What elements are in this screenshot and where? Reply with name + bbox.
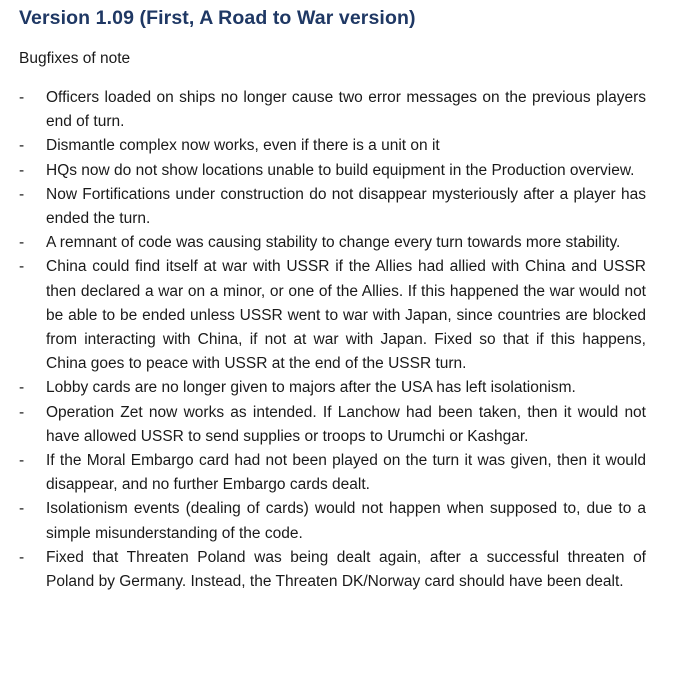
dash-bullet: - xyxy=(19,137,25,155)
dash-bullet: - xyxy=(19,234,25,252)
list-item xyxy=(19,497,646,545)
dash-bullet: - xyxy=(19,548,25,566)
section-subtitle: Bugfixes of note xyxy=(19,50,131,67)
list-item-text: Dismantle complex now works, even if there is a unit on it xyxy=(46,137,440,155)
list-item xyxy=(19,401,646,449)
list-item-text: Now Fortifications under construction do not disappear mysteriously after a player has ended the turn. xyxy=(46,185,646,228)
list-item xyxy=(19,231,646,255)
list-item xyxy=(19,376,646,400)
list-item-text: Officers loaded on ships no longer cause two error messages on the previous players end of turn. xyxy=(46,89,646,131)
list-item xyxy=(19,546,646,594)
list-item-text: Fixed that Threaten Poland was being dealt again, after a successful threaten of Poland by Germany. Instead, the Threaten DK/Norway card should have been dealt. xyxy=(46,548,646,591)
list-item xyxy=(19,134,646,158)
bugfix-list xyxy=(19,86,646,594)
list-item-text: Isolationism events (dealing of cards) would not happen when supposed to, due to a simple misunderstanding of the code. xyxy=(46,500,646,542)
list-item-text: A remnant of code was causing stability to change every turn towards more stability. xyxy=(46,234,621,252)
dash-bullet: - xyxy=(19,452,25,470)
list-item xyxy=(19,159,646,183)
list-item-text: If the Moral Embargo card had not been played on the turn it was given, then it would disappear, and no further Embargo cards dealt. xyxy=(46,452,646,494)
list-item xyxy=(19,255,646,376)
list-item-text: HQs now do not show locations unable to build equipment in the Production overview. xyxy=(46,161,635,179)
version-heading: Version 1.09 (First, A Road to War version) xyxy=(19,7,416,29)
dash-bullet: - xyxy=(19,379,25,397)
list-item-text: Lobby cards are no longer given to majors after the USA has left isolationism. xyxy=(46,379,576,397)
list-item-text: Operation Zet now works as intended. If Lanchow had been taken, then it would not have allowed USSR to send supplies or troops to Urumchi or Kashgar. xyxy=(46,403,646,445)
dash-bullet: - xyxy=(19,89,25,106)
dash-bullet: - xyxy=(19,258,25,276)
dash-bullet: - xyxy=(19,161,25,179)
list-item-text: China could find itself at war with USSR if the Allies had allied with China and USSR then declared a war on a minor, or one of the Allies. If this happened the war would not be able to be ended unless USSR went to war with Japan, since countries are blocked from interacting with China, if not at war with Japan. Fixed so that if this happens, China goes to peace with USSR at the end of the USSR turn. xyxy=(46,258,646,373)
dash-bullet: - xyxy=(19,500,25,518)
dash-bullet: - xyxy=(19,185,25,203)
list-item xyxy=(19,86,646,134)
list-item xyxy=(19,183,646,231)
dash-bullet: - xyxy=(19,403,25,421)
list-item xyxy=(19,449,646,497)
